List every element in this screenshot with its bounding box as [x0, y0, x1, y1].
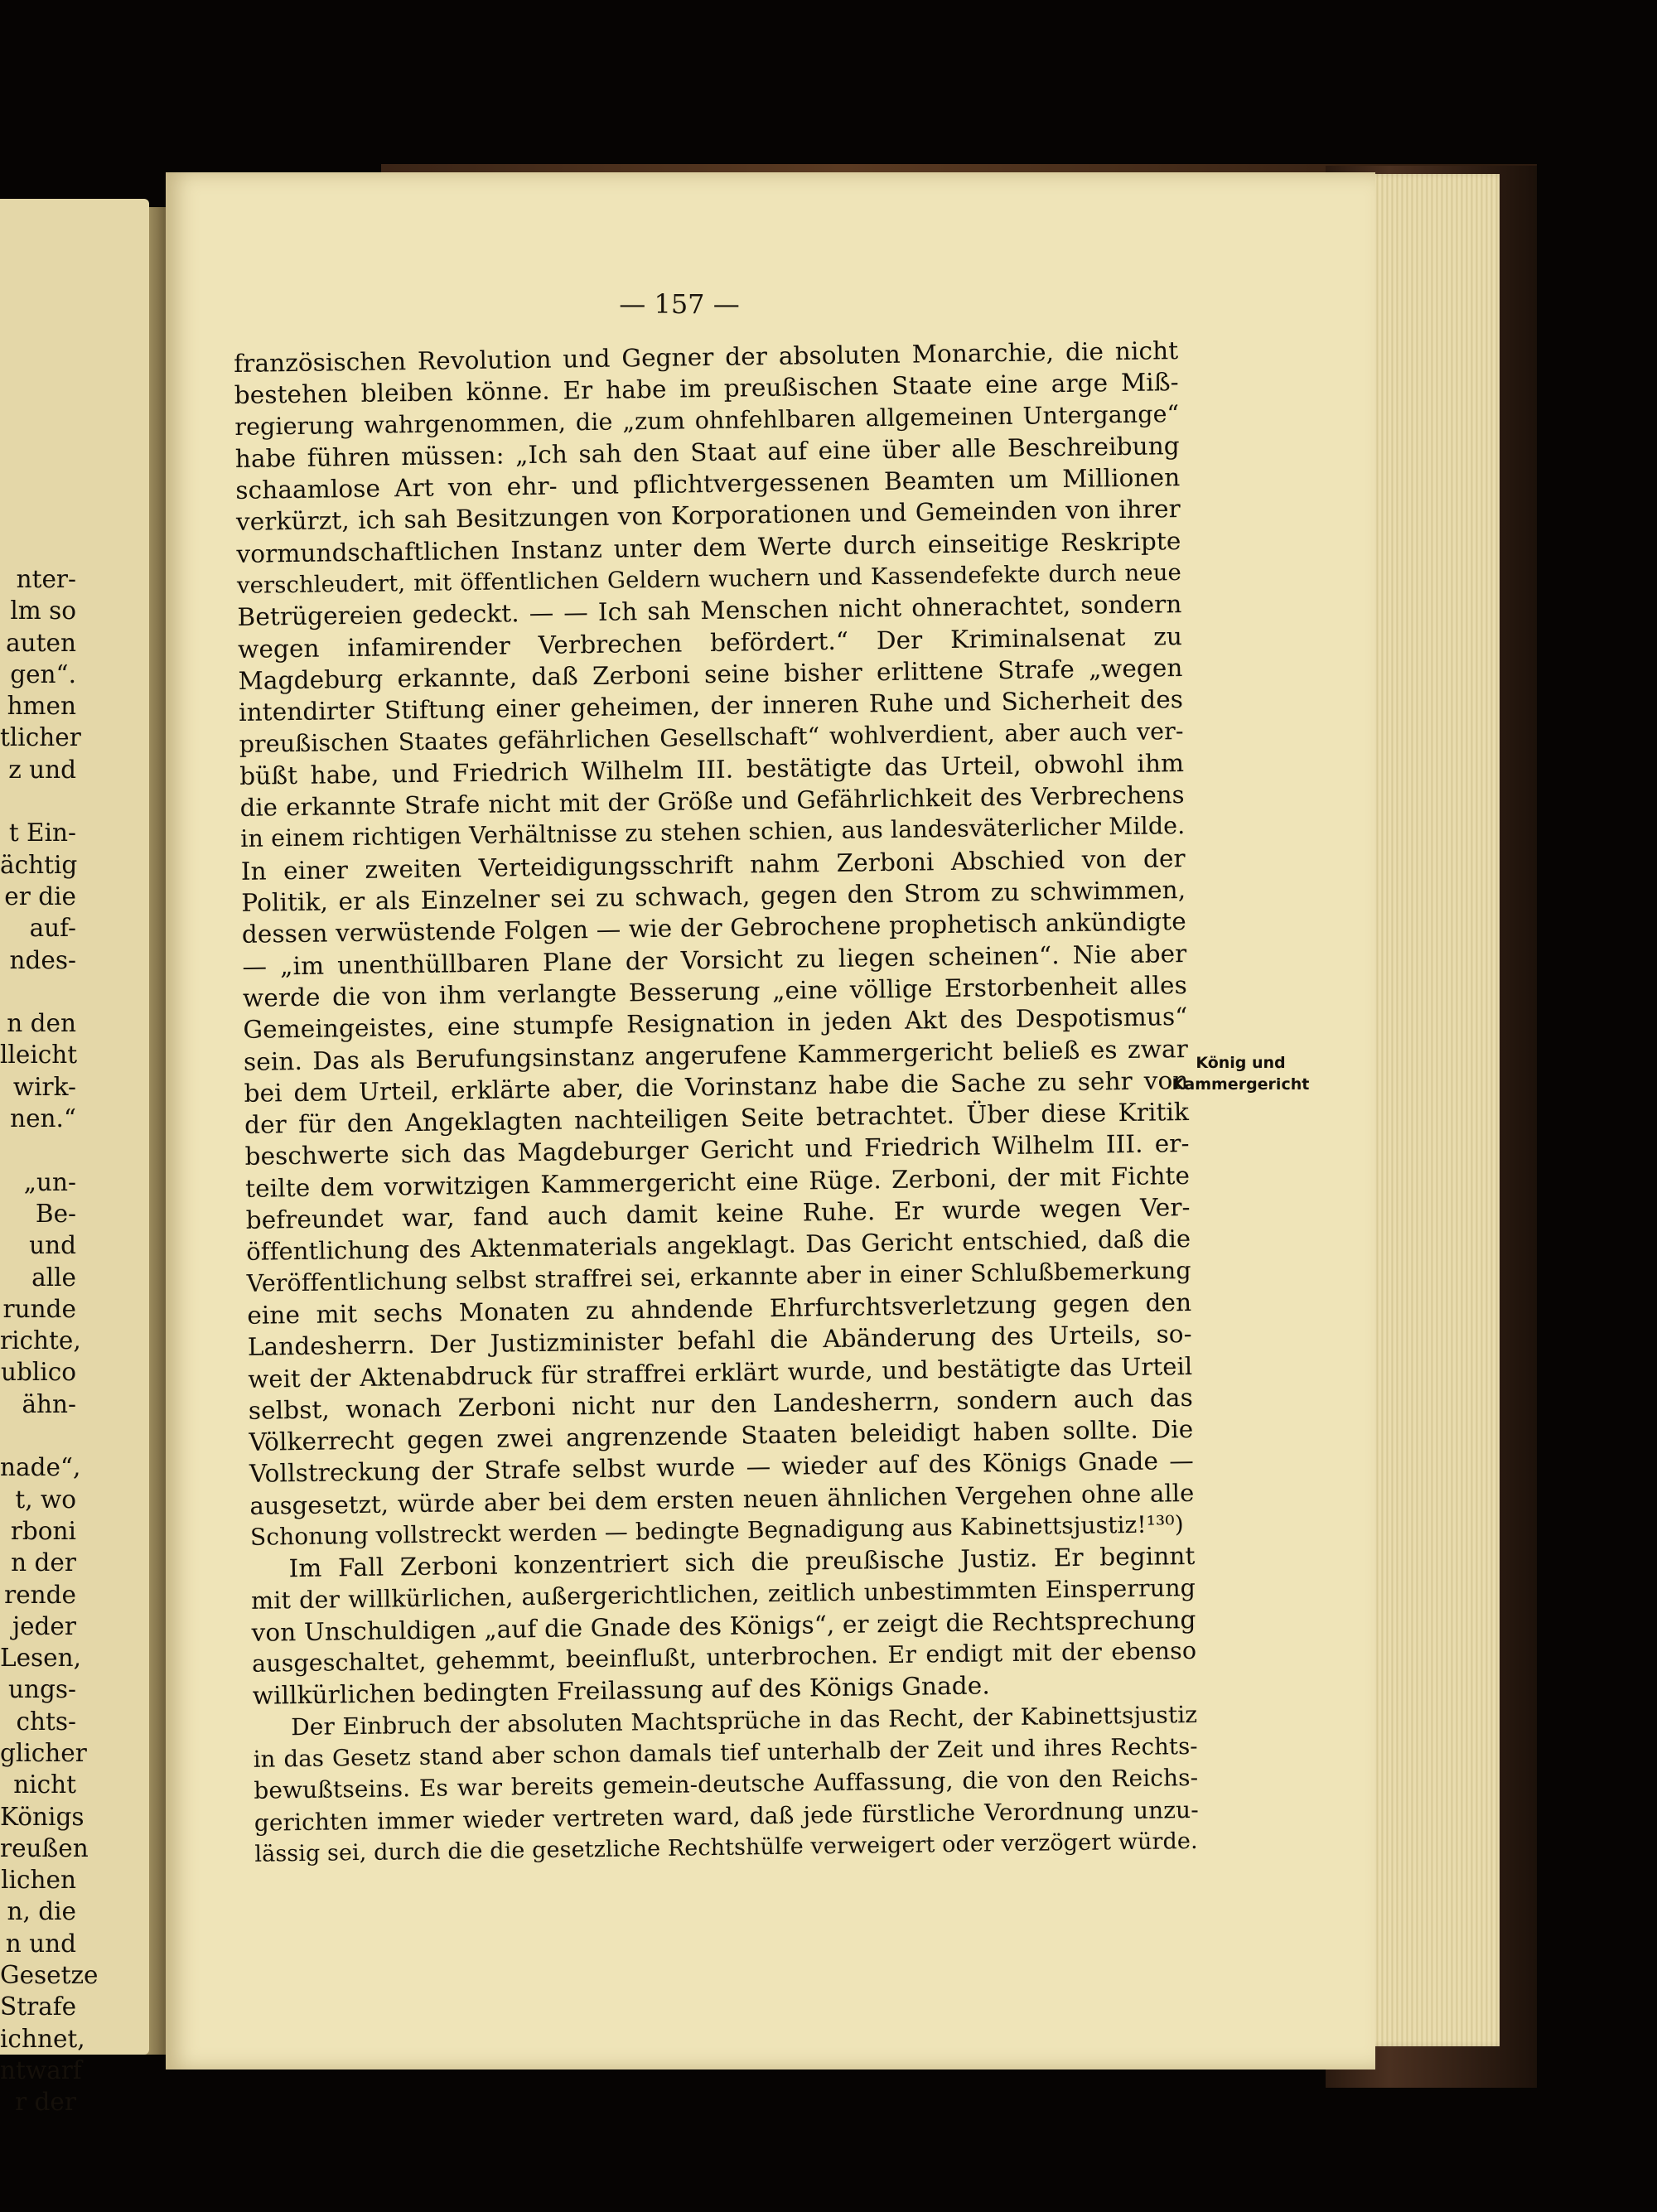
left-page-fragment: ungs-: [8, 1675, 76, 1704]
left-page-fragment: wirk-: [12, 1072, 76, 1101]
left-page-fragment: nade“,: [0, 1453, 81, 1482]
text-line: befreundet war, fand auch damit keine Ruhe. Er wurde wegen Ver-: [245, 1192, 1191, 1234]
body-text: [234, 335, 1200, 1871]
left-page-fragment: chts-: [16, 1707, 76, 1736]
left-page-fragment: nen.“: [10, 1104, 76, 1133]
left-page-fragment: gen“.: [10, 659, 76, 688]
text-line: büßt habe, und Friedrich Wilhelm III. bestätigte das Urteil, obwohl ihm: [239, 748, 1185, 790]
left-page-fragment: jeder: [12, 1611, 76, 1640]
text-line: verkürzt, ich sah Besitzungen von Korporationen und Gemeinden von ihrer: [235, 495, 1181, 537]
text-line: lässig sei, durch die die gesetzliche Rechtshülfe verweigert oder verzögert würde.: [254, 1828, 1198, 1867]
text-line: habe führen müssen: „Ich sah den Staat auf eine über alle Beschreibung: [234, 431, 1180, 473]
left-page-fragment: nter-: [16, 565, 76, 593]
left-page-fragment: Strafe: [0, 1992, 77, 2021]
text-line: französischen Revolution und Gegner der absoluten Monarchie, die nicht: [234, 336, 1179, 378]
text-line: regierung wahrgenommen, die „zum ohnfehlbaren allgemeinen Untergange“: [234, 399, 1180, 441]
text-line: Im Fall Zerboni konzentriert sich die preußische Justiz. Er beginnt: [288, 1542, 1196, 1583]
text-line: In einer zweiten Verteidigungsschrift nahm Zerboni Abschied von der: [240, 843, 1186, 886]
text-line: der für den Angeklagten nachteiligen Seite betrachtet. Über diese Kritik: [244, 1098, 1190, 1140]
left-page-fragment: auf-: [29, 914, 76, 943]
left-page-fragment: n der: [11, 1548, 76, 1577]
left-page: [0, 199, 149, 2117]
text-line: verschleudert, mit öffentlichen Geldern wuchern und Kassendefekte durch neue: [236, 559, 1182, 600]
left-page-fragment: Lesen,: [0, 1644, 82, 1673]
left-page-fragment: rende: [4, 1580, 76, 1609]
left-page-fragment: n, die: [7, 1897, 76, 1926]
text-line: teilte dem vorwitzigen Kammergericht eine Rüge. Zerboni, der mit Fichte: [244, 1161, 1191, 1203]
text-line: willkürlichen bedingten Freilassung auf des Königs Gnade.: [252, 1671, 991, 1711]
text-line: vormundschaftlichen Instanz unter dem Werte durch einseitige Reskripte: [236, 526, 1181, 568]
left-page-fragment: Be-: [35, 1199, 76, 1228]
left-page-fragment: er die: [4, 881, 76, 910]
text-line: bewußtseins. Es war bereits gemein-deutsche Auffassung, die von den Reichs-: [254, 1764, 1199, 1805]
text-line: mit der willkürlichen, außergerichtlichen, zeitlich unbestimmten Einsperrung: [250, 1573, 1196, 1615]
text-line: weit der Aktenabdruck für straffrei erklärt wurde, und bestätigte das Urteil: [248, 1351, 1193, 1393]
text-line: öffentlichung des Aktenmaterials angeklagt. Das Gericht entschied, daß die: [245, 1224, 1191, 1267]
text-line: von Unschuldigen „auf die Gnade des Königs“, er zeigt die Rechtsprechung: [251, 1605, 1196, 1647]
text-line: Vollstreckung der Strafe selbst wurde — wieder auf des Königs Gnade —: [249, 1446, 1195, 1489]
text-line: Landesherrn. Der Justizminister befahl die Abänderung des Urteils, so-: [247, 1320, 1192, 1362]
left-page-fragment: ublico: [0, 1358, 76, 1387]
left-page-fragment: Königs: [0, 1802, 85, 1831]
text-line: in einem richtigen Verhältnisse zu stehen schien, aus landesväterlicher Milde.: [240, 812, 1186, 853]
text-line: Schonung vollstreckt werden — bedingte Begnadigung aus Kabinettsjustiz!¹³⁰): [249, 1510, 1184, 1551]
left-page-fragment: ichnet,: [0, 2024, 85, 2053]
margin-note: [1164, 1052, 1317, 1095]
left-page-fragment: [0, 1134, 149, 1166]
text-line: Veröffentlichung selbst straffrei sei, erkannte aber in einer Schlußbemerkung: [246, 1256, 1191, 1297]
left-page-fragment: und: [29, 1231, 76, 1260]
left-page-fragment: glicher: [0, 1738, 87, 1767]
text-line: Der Einbruch der absoluten Machtsprüche in das Recht, der Kabinettsjustiz: [291, 1700, 1198, 1741]
text-line: sein. Das als Berufungsinstanz angerufene Kammergericht beließ es zwar: [243, 1034, 1189, 1076]
text-line: Gemeingeistes, eine stumpfe Resignation in jeden Akt des Despotismus“: [243, 1002, 1188, 1045]
text-line: in das Gesetz stand aber schon damals tief unterhalb der Zeit und ihres Rechts-: [253, 1732, 1198, 1773]
text-line: ausgeschaltet, gehemmt, beeinflußt, unterbrochen. Er endigt mit der ebenso: [251, 1637, 1197, 1678]
left-page-fragment: r der: [15, 2088, 76, 2117]
left-page-fragment: t, wo: [15, 1485, 76, 1514]
left-page-fragment: lichen: [1, 1866, 76, 1895]
left-page-fragment: n und: [5, 1929, 76, 1958]
left-page-fragment: runde: [2, 1294, 76, 1323]
text-line: Betrügereien gedeckt. — — Ich sah Menschen nicht ohnerachtet, sondern: [237, 590, 1182, 632]
page-edges: [1359, 174, 1500, 2046]
text-line: ausgesetzt, würde aber bei dem ersten neuen ähnlichen Vergehen ohne alle: [249, 1478, 1195, 1520]
text-line: wegen infamirender Verbrechen befördert.“ Der Kriminalsenat zu: [237, 621, 1183, 664]
text-line: intendirter Stiftung einer geheimen, der inneren Ruhe und Sicherheit des: [238, 685, 1184, 727]
left-page-fragment: alle: [31, 1263, 76, 1292]
text-line: bei dem Urteil, erklärte aber, die Vorinstanz habe die Sache zu sehr von: [244, 1065, 1189, 1108]
left-page-fragment: ächtig: [0, 850, 78, 879]
left-page-fragment: z und: [8, 755, 76, 784]
text-line: gerichten immer wieder vertreten ward, daß jede fürstliche Verordnung unzu-: [254, 1795, 1199, 1837]
left-page-fragment: lleicht: [0, 1041, 78, 1070]
text-line: — „im unenthüllbaren Plane der Vorsicht zu liegen scheinen“. Nie aber: [242, 939, 1187, 981]
left-page-fragment: [0, 785, 149, 817]
left-page-fragment: auten: [6, 628, 76, 657]
text-line: werde die von ihm verlangte Besserung „eine völlige Erstorbenheit alles: [242, 970, 1188, 1012]
margin-note-line: König und: [1196, 1054, 1286, 1072]
text-line: preußischen Staates gefährlichen Gesellschaft“ wohlverdient, aber auch ver-: [239, 717, 1184, 758]
left-page-fragment: „un-: [23, 1167, 76, 1196]
text-line: selbst, wonach Zerboni nicht nur den Landesherrn, sondern auch das: [248, 1383, 1194, 1425]
left-page-fragment: reußen: [0, 1833, 89, 1862]
left-page-fragment: lm so: [10, 596, 76, 625]
left-page-fragment: nicht: [13, 1770, 76, 1799]
left-page-fragment: t Ein-: [8, 819, 76, 848]
text-line: schaamlose Art von ehr- und pflichtvergessenen Beamten um Millionen: [235, 463, 1181, 505]
left-page-fragment: rboni: [10, 1516, 76, 1545]
left-page-fragment: hmen: [7, 692, 76, 721]
text-line: beschwerte sich das Magdeburger Gericht und Friedrich Wilhelm III. er-: [244, 1129, 1190, 1171]
left-page-text: [0, 563, 149, 2118]
text-line: dessen verwüstende Folgen — wie der Gebrochene prophetisch ankündigte: [241, 907, 1187, 949]
left-page-fragment: ntwarf: [0, 2055, 82, 2084]
page-number: — 157 —: [619, 288, 740, 320]
text-line: die erkannte Strafe nicht mit der Größe und Gefährlichkeit des Verbrechens: [239, 780, 1185, 823]
left-page-fragment: n den: [7, 1009, 76, 1038]
text-line: bestehen bleiben könne. Er habe im preußischen Staate eine arge Miß-: [234, 368, 1179, 410]
left-page-fragment: ähn-: [22, 1389, 76, 1418]
text-line: Völkerrecht gegen zwei angrenzende Staaten beleidigt haben sollte. Die: [249, 1415, 1194, 1456]
text-line: Politik, er als Einzelner sei zu schwach, gegen den Strom zu schwimmen,: [241, 876, 1186, 917]
left-page-fragment: tlicher: [0, 723, 81, 752]
left-page-fragment: ndes-: [9, 945, 76, 974]
left-page-fragment: [0, 1420, 149, 1451]
text-line: Magdeburg erkannte, daß Zerboni seine bisher erlittene Strafe „wegen: [238, 654, 1183, 695]
left-page-fragment: [0, 976, 149, 1007]
text-line: eine mit sechs Monaten zu ahndende Ehrfurchtsverletzung gegen den: [247, 1287, 1192, 1330]
margin-note-line: Kammergericht: [1171, 1075, 1310, 1094]
left-page-fragment: richte,: [0, 1326, 81, 1355]
left-page-fragment: Gesetze: [0, 1961, 99, 1990]
